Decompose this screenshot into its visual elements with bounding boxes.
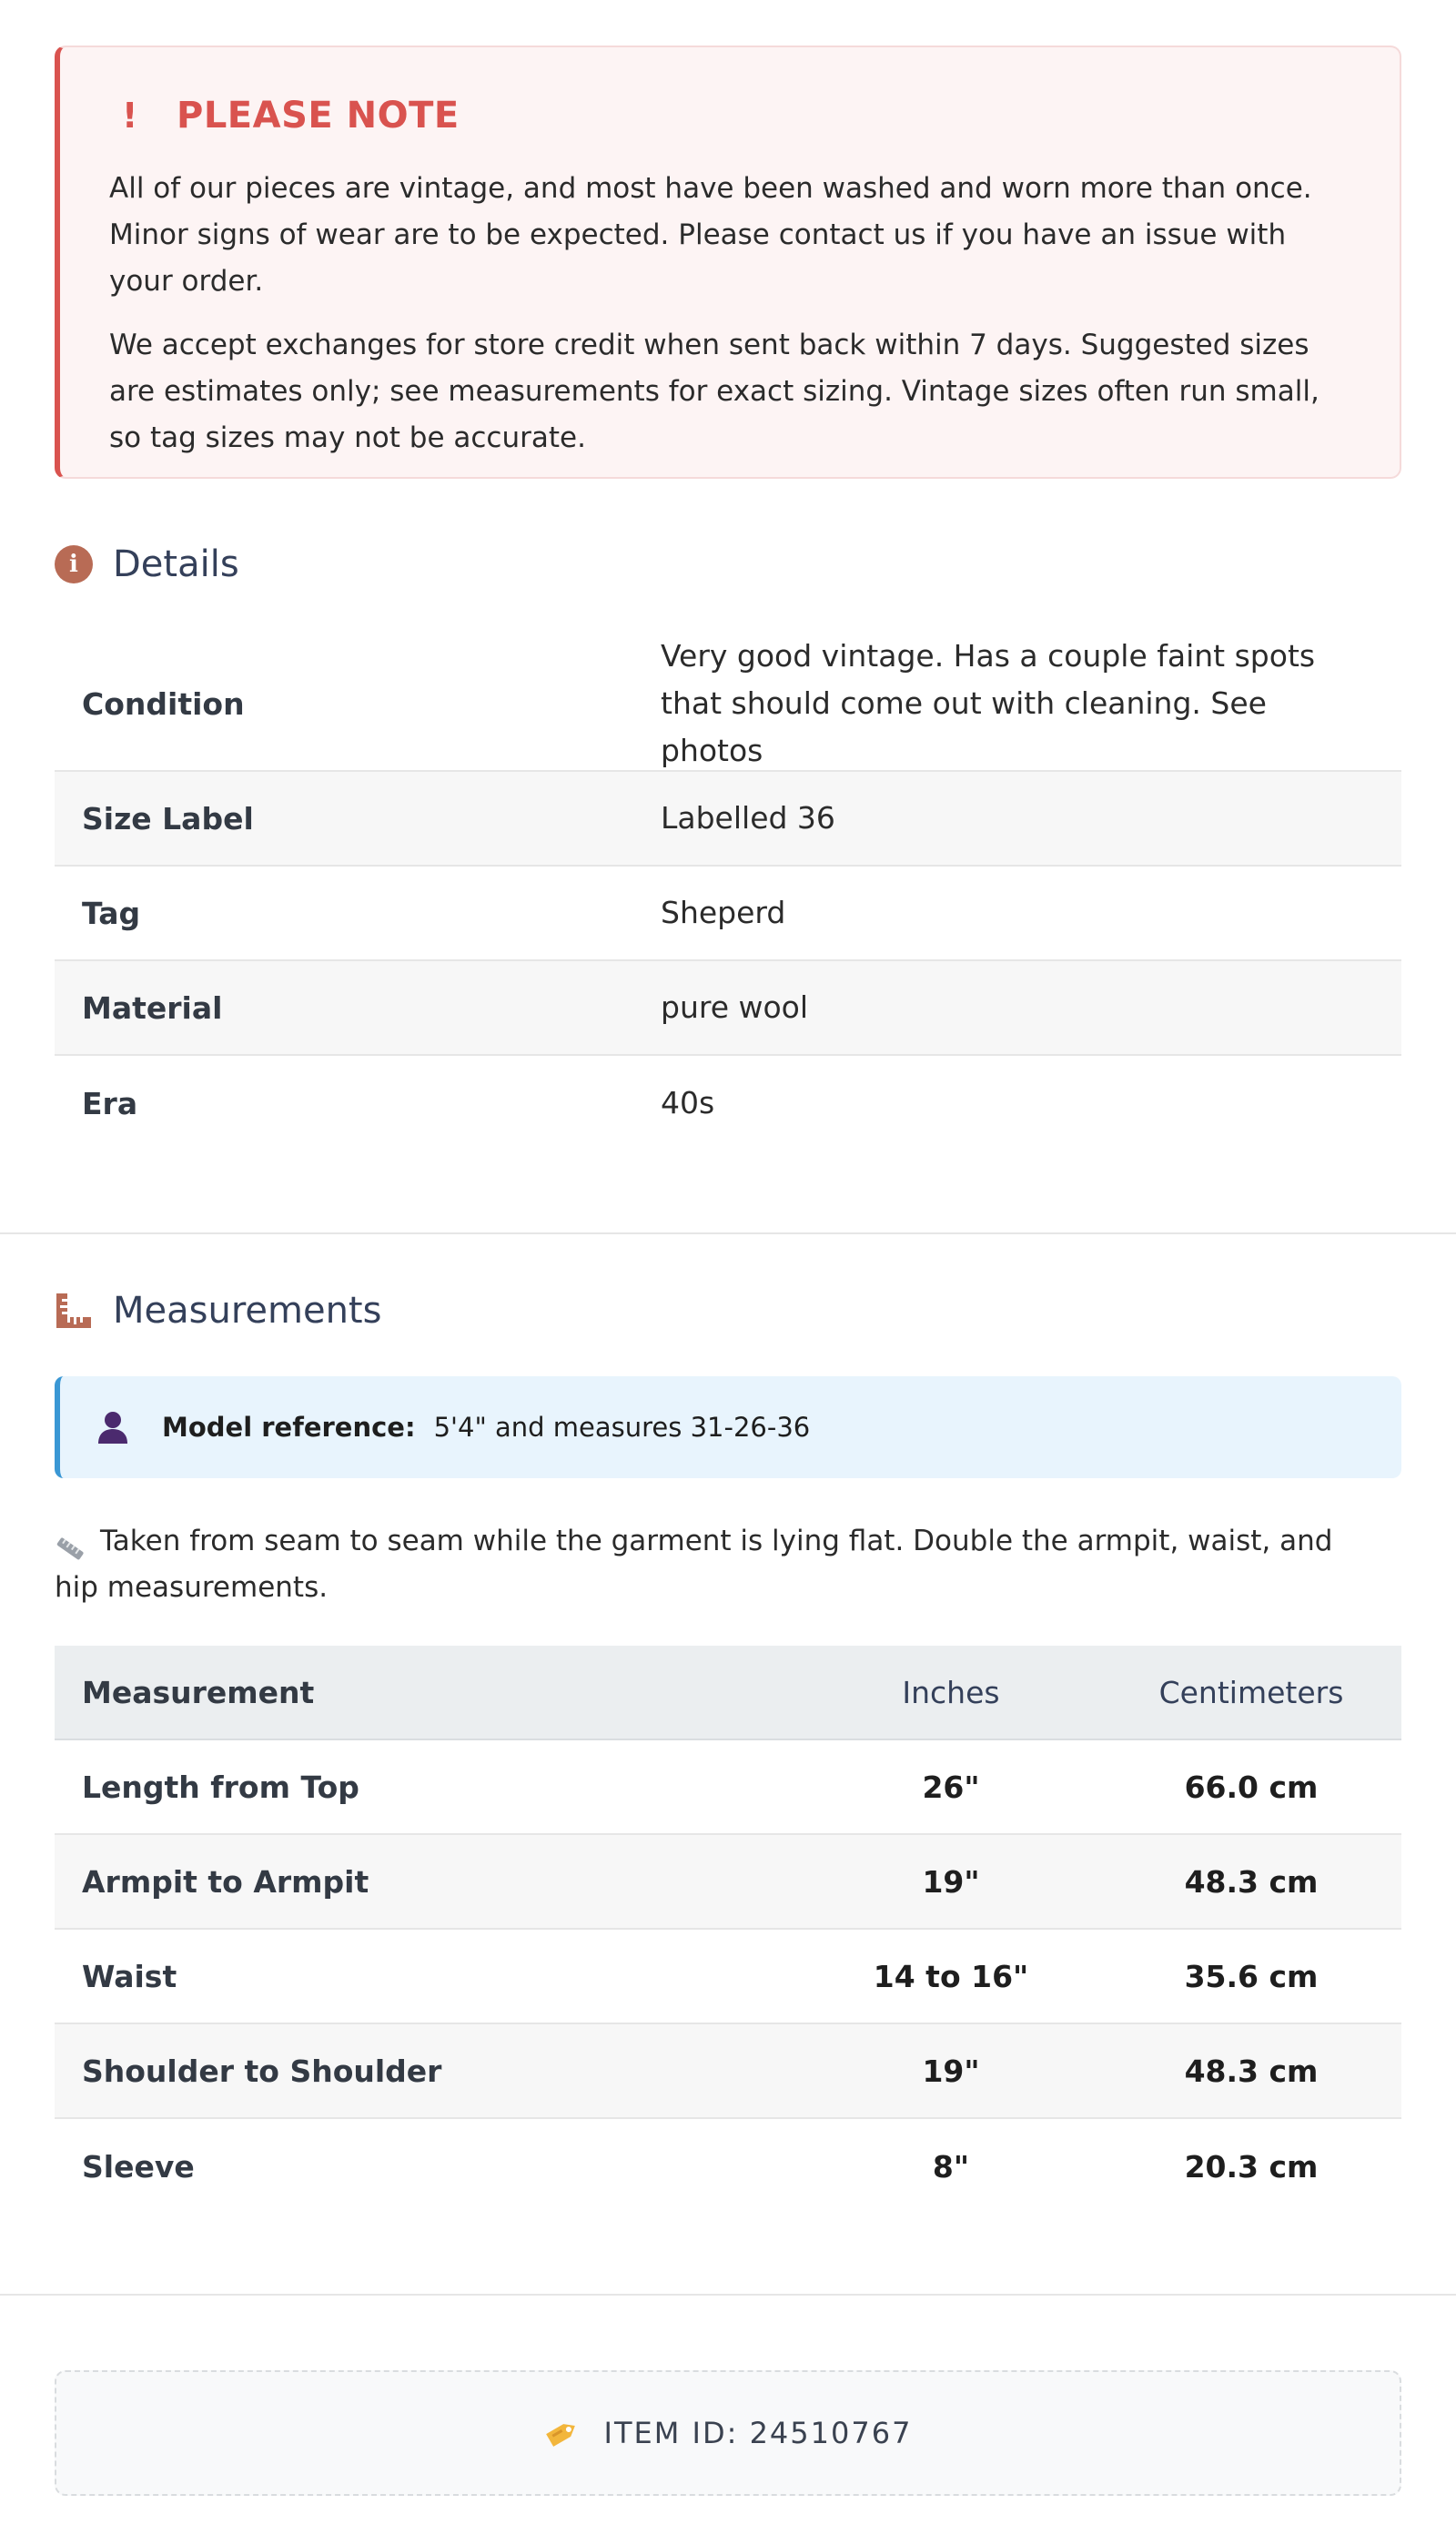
measurements-title: Measurements xyxy=(113,1290,382,1332)
details-heading xyxy=(55,543,239,585)
measurement-inches: 19" xyxy=(922,1863,980,1900)
details-row xyxy=(55,637,1401,772)
item-id-box xyxy=(55,2370,1401,2496)
notice-box xyxy=(55,46,1401,479)
measurements-heading xyxy=(55,1290,381,1332)
model-reference-value: 5'4" and measures 31-26-36 xyxy=(433,1412,811,1443)
model-reference-box xyxy=(55,1376,1401,1478)
notice-title: PLEASE NOTE xyxy=(177,95,460,137)
measurement-cm: 48.3 cm xyxy=(1184,2053,1319,2089)
section-divider xyxy=(0,1232,1456,1234)
details-row xyxy=(55,772,1401,867)
details-label: Condition xyxy=(82,685,245,722)
measurements-header-row xyxy=(55,1646,1401,1740)
column-header: Centimeters xyxy=(1158,1674,1344,1710)
table-row xyxy=(55,1930,1401,2024)
details-value: Very good vintage. Has a couple faint spots that should come out with cleaning. See photos xyxy=(661,638,1316,768)
column-header: Measurement xyxy=(82,1674,315,1710)
details-row xyxy=(55,1056,1401,1151)
measurement-note-text: Taken from seam to seam while the garment is lying flat. Double the armpit, waist, and hip measurements. xyxy=(55,1525,1333,1604)
measurement-inches: 26" xyxy=(922,1769,980,1805)
details-label: Size Label xyxy=(82,800,254,837)
details-row xyxy=(55,961,1401,1056)
tag-icon xyxy=(544,2418,581,2449)
notice-paragraph: All of our pieces are vintage, and most have been washed and worn more than once. Minor signs of wear are to be expected. Please contact us if you have an issue with your order. xyxy=(109,172,1312,298)
details-row xyxy=(55,867,1401,961)
measurement-inches: 8" xyxy=(932,2148,970,2185)
table-row xyxy=(55,2024,1401,2119)
measurement-cm: 66.0 cm xyxy=(1184,1769,1319,1805)
measurement-note xyxy=(55,1518,1347,1611)
notice-paragraph: We accept exchanges for store credit when sent back within 7 days. Suggested sizes are estimates only; see measurements for exact sizing. Vintage sizes often run small, so tag sizes may not be accurate. xyxy=(109,329,1320,454)
details-value: Labelled 36 xyxy=(661,800,835,836)
notice-header xyxy=(109,93,1350,138)
measurement-name: Sleeve xyxy=(82,2148,195,2185)
details-title: Details xyxy=(113,543,239,585)
details-label: Tag xyxy=(82,895,141,931)
measurement-cm: 35.6 cm xyxy=(1184,1958,1319,1994)
table-row xyxy=(55,2119,1401,2214)
item-id-text: ITEM ID: 24510767 xyxy=(603,2416,913,2450)
section-divider xyxy=(0,2294,1456,2296)
measurement-cm: 20.3 cm xyxy=(1184,2148,1319,2185)
details-label: Material xyxy=(82,989,223,1026)
pencil-icon xyxy=(55,1530,87,1556)
details-value: Sheperd xyxy=(661,895,786,930)
measurements-table xyxy=(55,1646,1401,2214)
measurement-name: Armpit to Armpit xyxy=(82,1863,369,1900)
ruler-icon xyxy=(55,1292,93,1330)
column-header: Inches xyxy=(902,1674,1000,1710)
details-value: 40s xyxy=(661,1085,715,1120)
measurement-inches: 14 to 16" xyxy=(873,1958,1029,1994)
table-row xyxy=(55,1835,1401,1930)
measurement-name: Waist xyxy=(82,1958,177,1994)
person-icon xyxy=(95,1409,131,1445)
table-row xyxy=(55,1740,1401,1835)
measurement-inches: 19" xyxy=(922,2053,980,2089)
measurement-name: Shoulder to Shoulder xyxy=(82,2053,442,2089)
measurement-cm: 48.3 cm xyxy=(1184,1863,1319,1900)
exclamation-icon: ! xyxy=(122,96,138,136)
info-icon: i xyxy=(55,545,93,583)
details-label: Era xyxy=(82,1085,138,1121)
model-reference-label: Model reference: xyxy=(162,1412,416,1443)
details-table xyxy=(55,637,1401,1151)
measurement-name: Length from Top xyxy=(82,1769,359,1805)
details-value: pure wool xyxy=(661,989,809,1025)
